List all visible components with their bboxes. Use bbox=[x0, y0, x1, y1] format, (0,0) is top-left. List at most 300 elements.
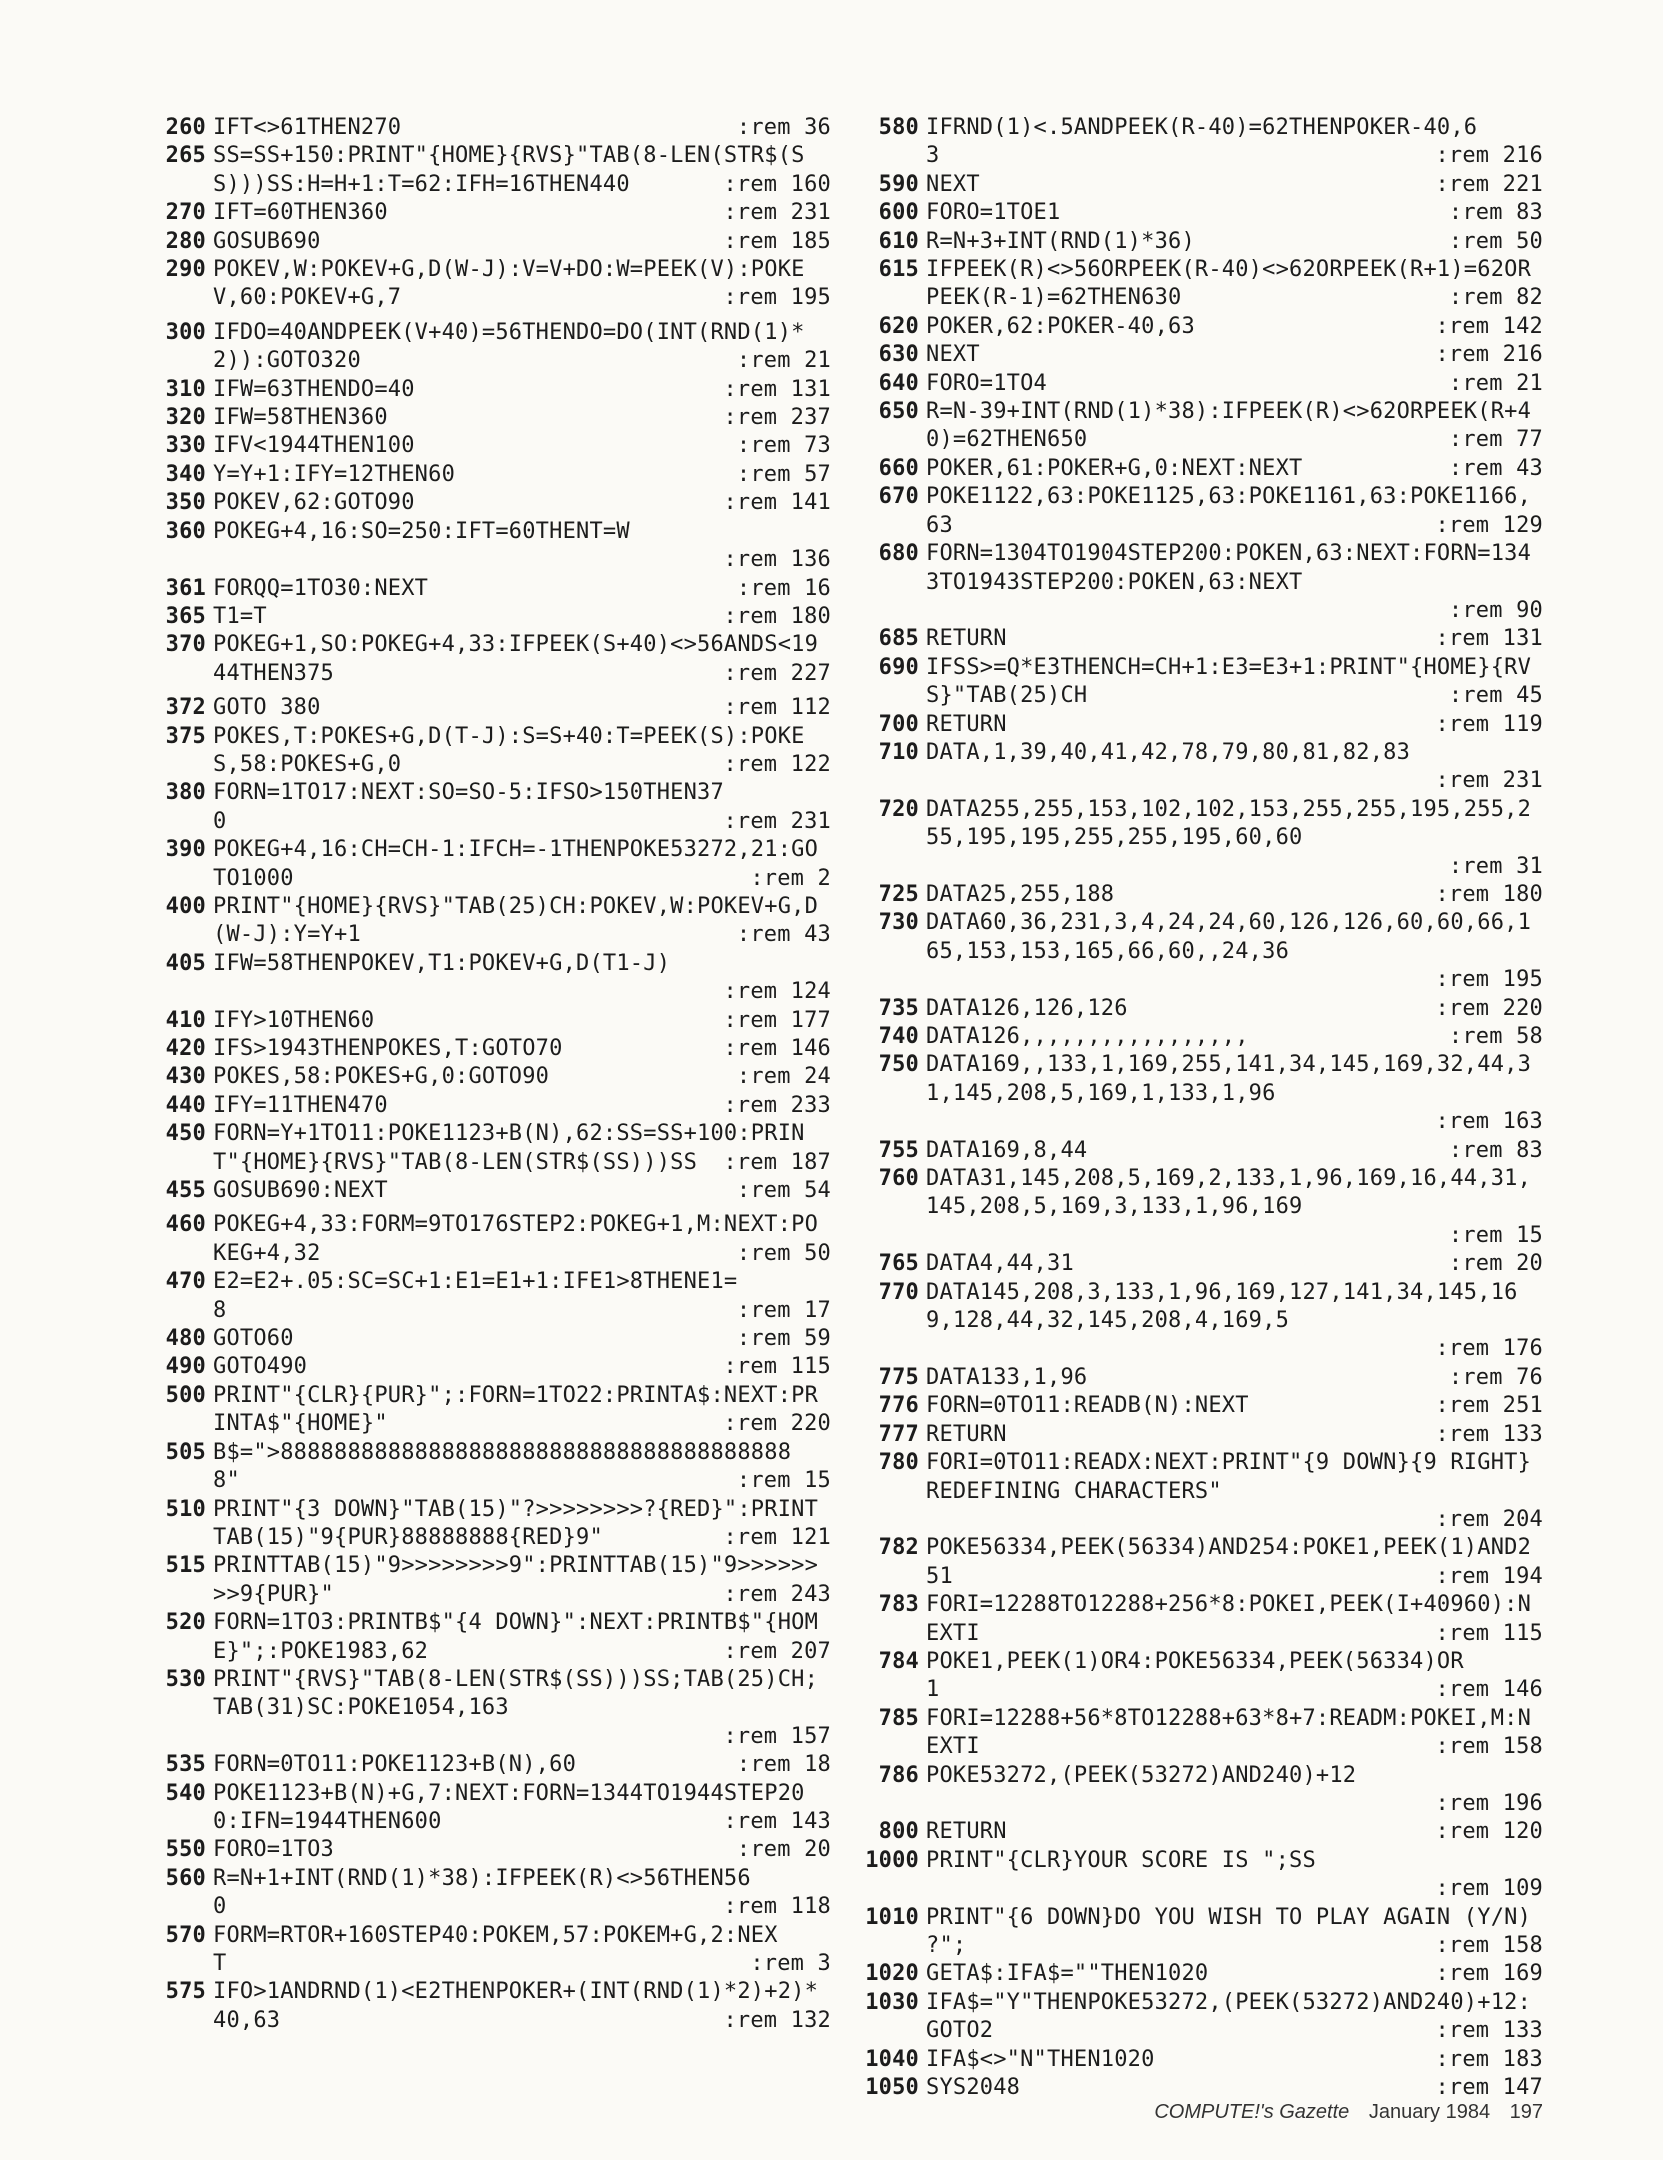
line-content bbox=[213, 461, 831, 489]
rem-checksum: :rem 146 bbox=[713, 1035, 831, 1063]
basic-statement: T1=T bbox=[213, 603, 267, 629]
basic-statement: DATA60,36,231,3,4,24,24,60,126,126,60,60,66,165,153,153,165,66,60,,24,36 bbox=[926, 910, 1532, 964]
line-number: 784 bbox=[878, 1648, 919, 1674]
rem-checksum: :rem 146 bbox=[1425, 1676, 1543, 1704]
line-content bbox=[926, 1250, 1543, 1278]
rem-checksum: :rem 196 bbox=[1435, 1790, 1543, 1816]
line-content bbox=[926, 370, 1543, 398]
line-number: 610 bbox=[878, 228, 919, 254]
code-line bbox=[138, 950, 831, 1007]
line-content bbox=[926, 739, 1543, 796]
rem-checksum: :rem 158 bbox=[1425, 1932, 1543, 1960]
line-number: 750 bbox=[878, 1052, 919, 1078]
line-number: 1010 bbox=[865, 1904, 919, 1930]
basic-statement: DATA4,44,31 bbox=[926, 1251, 1074, 1277]
basic-statement: POKE56334,PEEK(56334)AND254:POKE1,PEEK(1)AND251 bbox=[926, 1535, 1532, 1589]
basic-statement: POKEG+4,16:SO=250:IFT=60THENT=W bbox=[213, 518, 630, 544]
line-number: 470 bbox=[165, 1269, 206, 1295]
basic-statement: PRINT"{RVS}"TAB(8-LEN(STR$(SS)))SS;TAB(25)CH;TAB(31)SC:POKE1054,163 bbox=[213, 1666, 819, 1721]
basic-statement: POKE1123+B(N)+G,7:NEXT:FORN=1344TO1944STEP200:IFN=1944THEN600 bbox=[213, 1780, 805, 1834]
line-number: 530 bbox=[165, 1666, 206, 1692]
rem-checksum: :rem 129 bbox=[1425, 512, 1543, 540]
rem-checksum: :rem 90 bbox=[1448, 597, 1543, 623]
basic-statement: IFY=11THEN470 bbox=[213, 1092, 388, 1118]
basic-statement: DATA25,255,188 bbox=[926, 881, 1115, 907]
basic-statement: IFA$="Y"THENPOKE53272,(PEEK(53272)AND240)+12:GOTO2 bbox=[926, 1989, 1532, 2044]
rem-checksum: :rem 131 bbox=[713, 376, 831, 404]
code-line bbox=[138, 432, 831, 460]
rem-checksum: :rem 133 bbox=[1425, 1421, 1543, 1449]
rem-checksum: :rem 2 bbox=[740, 865, 831, 893]
basic-statement: NEXT bbox=[926, 342, 980, 368]
basic-statement: POKEV,W:POKEV+G,D(W-J):V=V+DO:W=PEEK(V):POKEV,60:POKEV+G,7 bbox=[213, 257, 805, 311]
code-line bbox=[855, 1818, 1543, 1846]
code-line bbox=[138, 199, 831, 227]
rem-checksum: :rem 122 bbox=[713, 751, 831, 779]
rem-checksum: :rem 160 bbox=[713, 171, 831, 199]
rem-checksum: :rem 82 bbox=[1439, 284, 1543, 312]
basic-statement: IFT<>61THEN270 bbox=[213, 115, 402, 140]
line-number: 370 bbox=[165, 632, 206, 658]
rem-checksum: :rem 221 bbox=[1425, 171, 1543, 199]
rem-checksum: :rem 18 bbox=[727, 1751, 831, 1779]
line-number: 330 bbox=[165, 433, 206, 459]
line-content bbox=[213, 404, 831, 432]
basic-statement: FORI=12288+56*8TO12288+63*8+7:READM:POKEI,M:NEXTI bbox=[926, 1705, 1532, 1760]
line-content bbox=[926, 625, 1543, 653]
rem-checksum: :rem 169 bbox=[1425, 1960, 1543, 1988]
rem-checksum: :rem 158 bbox=[1425, 1733, 1543, 1761]
basic-statement: DATA126,,,,,,,,,,,,,,,,, bbox=[926, 1024, 1249, 1049]
line-number: 600 bbox=[878, 200, 919, 226]
rem-checksum: :rem 20 bbox=[1439, 1250, 1543, 1278]
line-number: 490 bbox=[165, 1354, 206, 1380]
code-line bbox=[138, 631, 831, 688]
code-line bbox=[138, 1325, 831, 1353]
rem-checksum: :rem 147 bbox=[1425, 2074, 1543, 2102]
line-number: 340 bbox=[165, 461, 206, 487]
line-content bbox=[926, 1818, 1543, 1846]
code-line bbox=[855, 909, 1543, 994]
line-content bbox=[926, 1023, 1543, 1051]
line-number: 660 bbox=[878, 455, 919, 481]
basic-statement: IFSS>=Q*E3THENCH=CH+1:E3=E3+1:PRINT"{HOME}{RVS}"TAB(25)CH bbox=[926, 654, 1532, 709]
line-number: 720 bbox=[878, 796, 919, 822]
line-content bbox=[213, 1035, 831, 1063]
line-content bbox=[926, 1989, 1543, 2046]
code-line bbox=[855, 881, 1543, 909]
rem-checksum: :rem 17 bbox=[727, 1297, 831, 1325]
line-content bbox=[213, 723, 831, 780]
basic-statement: DATA169,,133,1,169,255,141,34,145,169,32,44,31,145,208,5,169,1,133,1,96 bbox=[926, 1052, 1532, 1106]
line-number: 777 bbox=[878, 1421, 919, 1447]
line-number: 535 bbox=[165, 1752, 206, 1778]
rem-checksum: :rem 131 bbox=[1425, 625, 1543, 653]
code-line bbox=[138, 1552, 831, 1609]
rem-checksum: :rem 180 bbox=[713, 603, 831, 631]
basic-statement: DATA,1,39,40,41,42,78,79,80,81,82,83 bbox=[926, 739, 1411, 765]
line-content bbox=[213, 142, 831, 199]
basic-statement: POKEG+4,33:FORM=9TO176STEP2:POKEG+1,M:NEXT:POKEG+4,32 bbox=[213, 1212, 819, 1266]
line-number: 550 bbox=[165, 1837, 206, 1863]
line-number: 782 bbox=[878, 1535, 919, 1561]
basic-statement: FORN=1TO17:NEXT:SO=SO-5:IFSO>150THEN370 bbox=[213, 780, 724, 834]
line-content bbox=[926, 909, 1543, 994]
code-line bbox=[855, 2074, 1543, 2102]
code-line bbox=[138, 1353, 831, 1381]
line-content bbox=[926, 313, 1543, 341]
basic-statement: DATA126,126,126 bbox=[926, 995, 1128, 1021]
line-content bbox=[213, 779, 831, 836]
code-line bbox=[855, 1421, 1543, 1449]
line-content bbox=[213, 1751, 831, 1779]
line-number: 760 bbox=[878, 1166, 919, 1192]
line-number: 570 bbox=[165, 1922, 206, 1948]
line-number: 1040 bbox=[865, 2046, 919, 2072]
rem-checksum: :rem 163 bbox=[1435, 1109, 1543, 1135]
line-number: 310 bbox=[165, 376, 206, 402]
rem-checksum: :rem 57 bbox=[727, 461, 831, 489]
basic-statement: IFDO=40ANDPEEK(V+40)=56THENDO=DO(INT(RND(1)*2)):GOTO320 bbox=[213, 319, 805, 374]
basic-statement: GOTO 380 bbox=[213, 695, 321, 721]
code-line bbox=[138, 1007, 831, 1035]
basic-statement: FORQQ=1TO30:NEXT bbox=[213, 575, 429, 601]
rem-checksum: :rem 177 bbox=[713, 1007, 831, 1035]
line-number: 575 bbox=[165, 1979, 206, 2005]
line-number: 740 bbox=[878, 1024, 919, 1049]
line-content bbox=[213, 1666, 831, 1751]
code-line bbox=[138, 1978, 831, 2035]
basic-statement: IFPEEK(R)<>56ORPEEK(R-40)<>62ORPEEK(R+1)=62ORPEEK(R-1)=62THEN630 bbox=[926, 257, 1532, 311]
line-number: 765 bbox=[878, 1251, 919, 1277]
basic-statement: B$=">888888888888888888888888888888888888888" bbox=[213, 1439, 792, 1494]
line-content bbox=[926, 228, 1543, 256]
line-content bbox=[926, 455, 1543, 483]
code-line bbox=[138, 1609, 831, 1666]
basic-statement: POKE53272,(PEEK(53272)AND240)+12 bbox=[926, 1762, 1357, 1788]
code-line bbox=[138, 256, 831, 313]
line-content bbox=[213, 376, 831, 404]
line-content bbox=[213, 1092, 831, 1120]
code-line bbox=[138, 1211, 831, 1268]
rem-checksum: :rem 73 bbox=[727, 432, 831, 460]
code-line bbox=[138, 404, 831, 432]
basic-statement: GOTO490 bbox=[213, 1354, 308, 1380]
line-number: 300 bbox=[165, 319, 206, 345]
basic-statement: POKEG+1,SO:POKEG+4,33:IFPEEK(S+40)<>56ANDS<1944THEN375 bbox=[213, 632, 819, 686]
basic-statement: PRINT"{HOME}{RVS}"TAB(25)CH:POKEV,W:POKEV+G,D(W-J):Y=Y+1 bbox=[213, 893, 819, 948]
line-number: 615 bbox=[878, 257, 919, 283]
code-line bbox=[138, 319, 831, 376]
basic-statement: GETA$:IFA$=""THEN1020 bbox=[926, 1961, 1209, 1987]
line-content bbox=[926, 398, 1543, 455]
code-line bbox=[855, 370, 1543, 398]
rem-checksum: :rem 195 bbox=[713, 284, 831, 312]
rem-checksum: :rem 204 bbox=[1435, 1506, 1543, 1532]
rem-checksum: :rem 109 bbox=[1435, 1876, 1543, 1902]
line-content bbox=[213, 1922, 831, 1979]
code-line bbox=[855, 1648, 1543, 1705]
line-content bbox=[926, 711, 1543, 739]
line-content bbox=[213, 1120, 831, 1177]
code-line bbox=[855, 1534, 1543, 1591]
line-number: 430 bbox=[165, 1064, 206, 1090]
code-line bbox=[855, 256, 1543, 313]
basic-statement: R=N-39+INT(RND(1)*38):IFPEEK(R)<>62ORPEEK(R+40)=62THEN650 bbox=[926, 399, 1532, 453]
basic-statement: RETURN bbox=[926, 1819, 1007, 1845]
rem-checksum: :rem 220 bbox=[713, 1410, 831, 1438]
basic-statement: E2=E2+.05:SC=SC+1:E1=E1+1:IFE1>8THENE1=8 bbox=[213, 1269, 738, 1323]
basic-statement: IFT=60THEN360 bbox=[213, 200, 388, 226]
code-line bbox=[138, 1382, 831, 1439]
line-content bbox=[213, 836, 831, 893]
rem-checksum: :rem 31 bbox=[1448, 853, 1543, 879]
rem-checksum: :rem 20 bbox=[727, 1836, 831, 1864]
code-line bbox=[138, 575, 831, 603]
basic-statement: DATA31,145,208,5,169,2,133,1,96,169,16,44,31,145,208,5,169,3,133,1,96,169 bbox=[926, 1166, 1532, 1220]
line-content bbox=[213, 1552, 831, 1609]
code-line bbox=[855, 711, 1543, 739]
code-line bbox=[138, 1092, 831, 1120]
rem-checksum: :rem 58 bbox=[1439, 1023, 1543, 1051]
line-number: 670 bbox=[878, 484, 919, 510]
code-line bbox=[855, 1364, 1543, 1392]
rem-checksum: :rem 3 bbox=[740, 1950, 831, 1978]
code-line bbox=[138, 723, 831, 780]
basic-statement: POKES,58:POKES+G,0:GOTO90 bbox=[213, 1064, 550, 1090]
line-content bbox=[926, 199, 1543, 227]
line-number: 735 bbox=[878, 995, 919, 1021]
code-line bbox=[855, 1051, 1543, 1136]
line-content bbox=[926, 654, 1543, 711]
basic-statement: PRINT"{CLR}YOUR SCORE IS ";SS bbox=[926, 1847, 1316, 1873]
code-line bbox=[138, 376, 831, 404]
magazine-title: COMPUTE!'s Gazette bbox=[1154, 2101, 1350, 2123]
line-content bbox=[213, 489, 831, 517]
code-line bbox=[138, 603, 831, 631]
line-content bbox=[213, 631, 831, 688]
rem-checksum: :rem 207 bbox=[713, 1638, 831, 1666]
code-line bbox=[138, 461, 831, 489]
right-listing-column bbox=[855, 114, 1543, 2102]
line-number: 270 bbox=[165, 200, 206, 226]
line-content bbox=[213, 1353, 831, 1381]
rem-checksum: :rem 231 bbox=[713, 199, 831, 227]
basic-statement: FORN=1TO3:PRINTB$"{4 DOWN}":NEXT:PRINTB$"{HOME}";:POKE1983,62 bbox=[213, 1610, 819, 1664]
line-content bbox=[926, 1364, 1543, 1392]
line-content bbox=[213, 1268, 831, 1325]
line-content bbox=[926, 1051, 1543, 1136]
basic-statement: PRINT"{3 DOWN}"TAB(15)"?>>>>>>>>?{RED}":PRINTTAB(15)"9{PUR}88888888{RED}9" bbox=[213, 1496, 819, 1550]
basic-statement: RETURN bbox=[926, 711, 1007, 737]
rem-checksum: :rem 59 bbox=[727, 1325, 831, 1353]
line-content bbox=[213, 114, 831, 142]
line-content bbox=[926, 881, 1543, 909]
basic-statement: R=N+1+INT(RND(1)*38):IFPEEK(R)<>56THEN560 bbox=[213, 1865, 751, 1920]
line-content bbox=[213, 1836, 831, 1864]
rem-checksum: :rem 112 bbox=[713, 694, 831, 722]
rem-checksum: :rem 194 bbox=[1425, 1563, 1543, 1591]
code-line bbox=[855, 483, 1543, 540]
line-content bbox=[926, 483, 1543, 540]
line-number: 510 bbox=[165, 1496, 206, 1522]
code-line bbox=[855, 398, 1543, 455]
basic-statement: IFW=63THENDO=40 bbox=[213, 376, 415, 402]
line-content bbox=[213, 694, 831, 722]
code-line bbox=[138, 1496, 831, 1553]
line-number: 775 bbox=[878, 1364, 919, 1390]
code-line bbox=[138, 1063, 831, 1091]
line-content bbox=[926, 1165, 1543, 1250]
code-line bbox=[855, 1705, 1543, 1762]
line-number: 640 bbox=[878, 370, 919, 396]
line-number: 730 bbox=[878, 910, 919, 936]
code-line bbox=[855, 341, 1543, 369]
line-content bbox=[213, 1325, 831, 1353]
line-number: 390 bbox=[165, 837, 206, 863]
page-footer bbox=[1154, 2101, 1543, 2124]
code-line bbox=[138, 489, 831, 517]
rem-checksum: :rem 115 bbox=[713, 1353, 831, 1381]
line-content bbox=[926, 341, 1543, 369]
line-number: 290 bbox=[165, 257, 206, 283]
code-line bbox=[138, 893, 831, 950]
line-number: 780 bbox=[878, 1450, 919, 1476]
basic-statement: POKE1122,63:POKE1125,63:POKE1161,63:POKE1166,63 bbox=[926, 484, 1532, 538]
basic-statement: POKER,62:POKER-40,63 bbox=[926, 313, 1195, 339]
line-number: 755 bbox=[878, 1137, 919, 1163]
line-number: 500 bbox=[165, 1382, 206, 1408]
code-line bbox=[855, 1392, 1543, 1420]
rem-checksum: :rem 233 bbox=[713, 1092, 831, 1120]
line-number: 265 bbox=[165, 143, 206, 169]
rem-checksum: :rem 120 bbox=[1425, 1818, 1543, 1846]
code-line bbox=[855, 1762, 1543, 1819]
code-line bbox=[138, 1035, 831, 1063]
code-line bbox=[855, 739, 1543, 796]
code-line bbox=[855, 1023, 1543, 1051]
line-number: 680 bbox=[878, 541, 919, 567]
code-line bbox=[138, 1865, 831, 1922]
code-line bbox=[855, 114, 1543, 171]
basic-statement: PRINTTAB(15)"9>>>>>>>>9":PRINTTAB(15)"9>>>>>>>>9{PUR}" bbox=[213, 1553, 819, 1607]
code-line bbox=[855, 1847, 1543, 1904]
basic-statement: FORN=1304TO1904STEP200:POKEN,63:NEXT:FORN=1343TO1943STEP200:POKEN,63:NEXT bbox=[926, 541, 1532, 595]
line-number: 786 bbox=[878, 1762, 919, 1788]
line-content bbox=[213, 1439, 831, 1496]
basic-statement: FORO=1TO3 bbox=[213, 1837, 335, 1863]
line-number: 440 bbox=[165, 1092, 206, 1118]
line-content bbox=[926, 1960, 1543, 1988]
rem-checksum: :rem 216 bbox=[1425, 341, 1543, 369]
line-number: 1050 bbox=[865, 2075, 919, 2101]
basic-statement: IFRND(1)<.5ANDPEEK(R-40)=62THENPOKER-40,63 bbox=[926, 115, 1478, 169]
line-number: 1020 bbox=[865, 1961, 919, 1987]
basic-statement: POKE1,PEEK(1)OR4:POKE56334,PEEK(56334)OR1 bbox=[926, 1648, 1464, 1703]
basic-statement: R=N+3+INT(RND(1)*36) bbox=[926, 228, 1195, 254]
line-content bbox=[213, 228, 831, 256]
basic-statement: RETURN bbox=[926, 626, 1007, 652]
code-line bbox=[138, 518, 831, 575]
line-content bbox=[213, 575, 831, 603]
rem-checksum: :rem 124 bbox=[723, 979, 831, 1005]
code-line bbox=[138, 1836, 831, 1864]
rem-checksum: :rem 83 bbox=[1439, 1137, 1543, 1165]
line-number: 380 bbox=[165, 780, 206, 806]
rem-checksum: :rem 16 bbox=[727, 575, 831, 603]
line-content bbox=[926, 1421, 1543, 1449]
code-line bbox=[855, 625, 1543, 653]
line-content bbox=[926, 1449, 1543, 1534]
line-number: 515 bbox=[165, 1553, 206, 1579]
rem-checksum: :rem 142 bbox=[1425, 313, 1543, 341]
line-content bbox=[926, 1534, 1543, 1591]
rem-checksum: :rem 187 bbox=[713, 1149, 831, 1177]
code-line bbox=[855, 2046, 1543, 2074]
code-line bbox=[855, 171, 1543, 199]
rem-checksum: :rem 132 bbox=[713, 2007, 831, 2035]
rem-checksum: :rem 185 bbox=[713, 228, 831, 256]
line-content bbox=[926, 1648, 1543, 1705]
basic-statement: POKER,61:POKER+G,0:NEXT:NEXT bbox=[926, 455, 1303, 481]
line-number: 420 bbox=[165, 1036, 206, 1061]
rem-checksum: :rem 157 bbox=[723, 1723, 831, 1749]
code-line bbox=[138, 142, 831, 199]
line-number: 320 bbox=[165, 405, 206, 431]
rem-checksum: :rem 133 bbox=[1425, 2017, 1543, 2045]
code-line bbox=[138, 836, 831, 893]
line-number: 480 bbox=[165, 1326, 206, 1352]
code-line bbox=[138, 779, 831, 836]
code-line bbox=[855, 199, 1543, 227]
line-content bbox=[213, 1780, 831, 1837]
code-line bbox=[855, 1250, 1543, 1278]
line-number: 620 bbox=[878, 313, 919, 339]
code-line bbox=[138, 694, 831, 722]
basic-statement: PRINT"{6 DOWN}DO YOU WISH TO PLAY AGAIN (Y/N) ?"; bbox=[926, 1904, 1545, 1958]
rem-checksum: :rem 43 bbox=[1439, 455, 1543, 483]
line-number: 375 bbox=[165, 723, 206, 749]
code-line bbox=[855, 1960, 1543, 1988]
left-listing-column bbox=[138, 114, 831, 2035]
basic-statement: GOTO60 bbox=[213, 1326, 294, 1352]
line-number: 460 bbox=[165, 1212, 206, 1238]
rem-checksum: :rem 45 bbox=[1439, 682, 1543, 710]
rem-checksum: :rem 243 bbox=[713, 1581, 831, 1609]
line-number: 260 bbox=[165, 115, 206, 140]
code-line bbox=[138, 1922, 831, 1979]
line-number: 450 bbox=[165, 1121, 206, 1147]
line-number: 280 bbox=[165, 228, 206, 254]
line-content bbox=[213, 1865, 831, 1922]
line-number: 685 bbox=[878, 626, 919, 652]
rem-checksum: :rem 231 bbox=[1435, 768, 1543, 794]
basic-statement: IFY>10THEN60 bbox=[213, 1007, 375, 1033]
line-content bbox=[926, 1904, 1543, 1961]
rem-checksum: :rem 237 bbox=[713, 404, 831, 432]
basic-statement: RETURN bbox=[926, 1421, 1007, 1447]
line-content bbox=[213, 1177, 831, 1205]
rem-checksum: :rem 50 bbox=[727, 1240, 831, 1268]
rem-checksum: :rem 176 bbox=[1435, 1336, 1543, 1362]
basic-statement: POKEG+4,16:CH=CH-1:IFCH=-1THENPOKE53272,21:GOTO1000 bbox=[213, 837, 819, 891]
rem-checksum: :rem 136 bbox=[723, 547, 831, 573]
basic-statement: FORM=RTOR+160STEP40:POKEM,57:POKEM+G,2:NEXT bbox=[213, 1922, 778, 1976]
line-content bbox=[926, 1137, 1543, 1165]
code-line bbox=[855, 1137, 1543, 1165]
rem-checksum: :rem 15 bbox=[1448, 1222, 1543, 1248]
code-line bbox=[138, 1780, 831, 1837]
